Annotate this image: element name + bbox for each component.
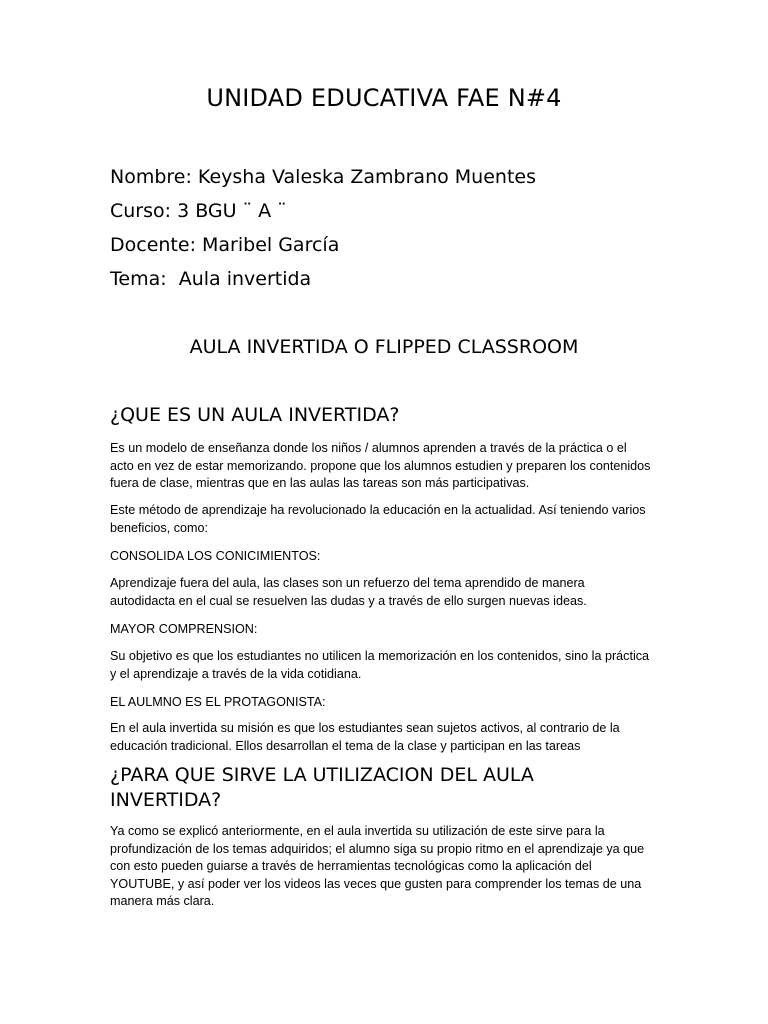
- benefit-title-comprension: MAYOR COMPRENSION:: [110, 622, 258, 636]
- benefit-text-protagonista: En el aula invertida su misión es que los estudiantes sean sujetos activos, al contrario de la educación tradicional. Ellos desarrollan el tema de la clase y participan en las tareas: [110, 721, 620, 753]
- benefit-title-consolida: CONSOLIDA LOS CONICIMIENTOS:: [110, 549, 321, 563]
- topic: Tema: Aula invertida: [110, 268, 312, 290]
- paragraph-definition: Es un modelo de enseñanza donde los niños / alumnos aprenden a través de la práctica o el acto en vez de estar memorizando. propone que los alumnos estudien y preparen los contenidos fuera de clase, mientras que en las aulas las tareas son más participativas.: [110, 441, 651, 491]
- benefit-text-consolida: Aprendizaje fuera del aula, las clases son un refuerzo del tema aprendido de manera autodidacta en el cual se resuelven las dudas y a través de ello surgen nuevas ideas.: [110, 576, 587, 608]
- section-heading-purpose: ¿PARA QUE SIRVE LA UTILIZACION DEL AULA INVERTIDA?: [110, 764, 534, 811]
- paragraph-purpose: Ya como se explicó anteriormente, en el aula invertida su utilización de este sirve para la profundización de los temas adquiridos; el alumno siga su propio ritmo en el aprendizaje ya que con esto pueden guiarse a través de herramientas tecnológicas como la aplicación del YOUTUBE, y así poder ver los videos las veces que gusten para comprender los temas de una manera más clara.: [110, 824, 645, 909]
- paragraph-benefits-intro: Este método de aprendizaje ha revolucionado la educación en la actualidad. Así teniendo varios beneficios, como:: [110, 503, 646, 535]
- benefit-text-comprension: Su objetivo es que los estudiantes no utilicen la memorización en los contenidos, sino la práctica y el aprendizaje a través de la vida cotidiana.: [110, 649, 650, 681]
- benefit-title-protagonista: EL AULMNO ES EL PROTAGONISTA:: [110, 695, 326, 709]
- student-name: Nombre: Keysha Valeska Zambrano Muentes: [110, 166, 536, 188]
- document-title: UNIDAD EDUCATIVA FAE N#4: [206, 84, 562, 112]
- course: Curso: 3 BGU ¨ A ¨: [110, 200, 287, 222]
- section-heading-what-is: ¿QUE ES UN AULA INVERTIDA?: [110, 404, 400, 426]
- document-subtitle: AULA INVERTIDA O FLIPPED CLASSROOM: [189, 336, 579, 358]
- teacher: Docente: Maribel García: [110, 234, 340, 256]
